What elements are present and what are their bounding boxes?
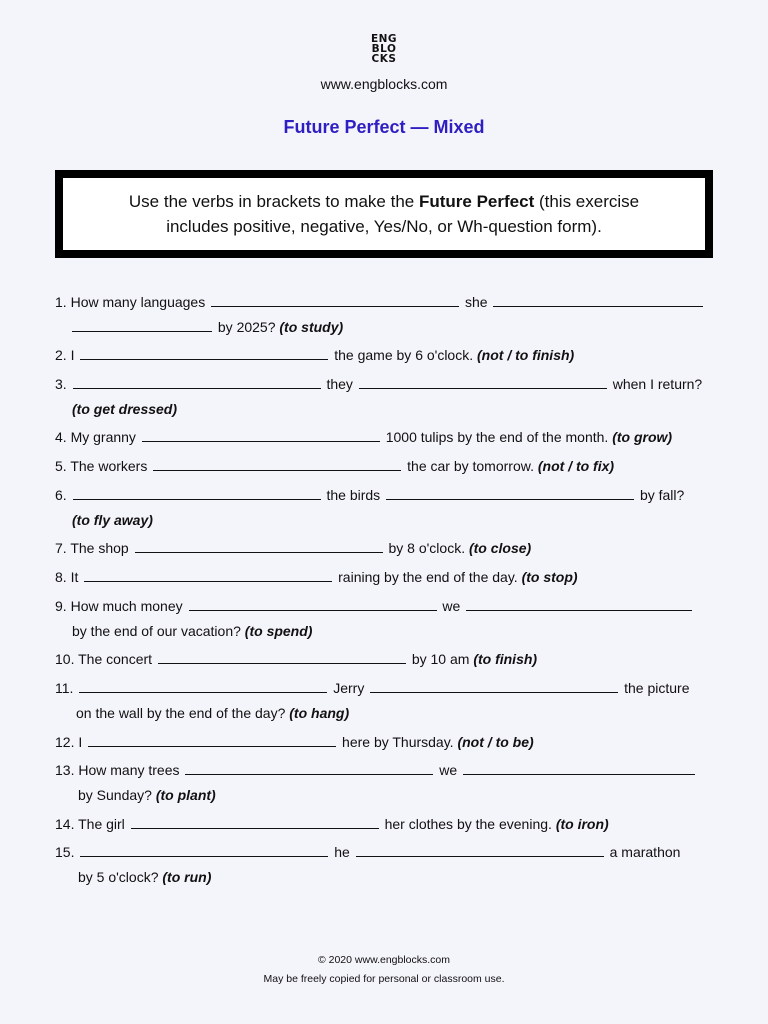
answer-blank[interactable] [386,486,634,500]
engblocks-logo: ENG BLO CKS [370,33,398,65]
answer-blank[interactable] [466,597,692,611]
question-9: 9. How much money we by the end of our vacation? (to spend) [55,594,715,618]
question-7: 7. The shop by 8 o'clock. (to close) [55,540,532,556]
answer-blank[interactable] [493,293,703,307]
answer-blank[interactable] [142,428,380,442]
answer-blank[interactable] [359,375,607,389]
question-4: 4. My granny 1000 tulips by the end of the month. (to grow) [55,429,673,445]
question-5: 5. The workers the car by tomorrow. (not / to fix) [55,458,615,474]
answer-blank[interactable] [158,650,406,664]
answer-blank[interactable] [80,843,328,857]
answer-blank[interactable] [72,318,212,332]
instructions-text: Use the verbs in brackets to make the Future Perfect (this exercise includes positive, negative, Yes/No, or Wh-question form). [128,192,640,236]
answer-blank[interactable] [131,815,379,829]
question-10: 10. The concert by 10 am (to finish) [55,651,538,667]
answer-blank[interactable] [189,597,437,611]
question-15: 15. he a marathon by 5 o'clock? (to run) [55,844,681,885]
answer-blank[interactable] [463,761,695,775]
instructions-box [55,170,713,258]
answer-blank[interactable] [73,375,321,389]
answer-blank[interactable] [80,346,328,360]
answer-blank[interactable] [135,539,383,553]
answer-blank[interactable] [88,733,336,747]
question-1: 1. How many languages she by 2025? (to study) [55,290,715,314]
question-13: 13. How many trees we by Sunday? (to plant) [55,758,715,782]
answer-blank[interactable] [84,568,332,582]
question-6: 6. the birds by fall? (to fly away) [55,487,685,528]
answer-blank[interactable] [153,457,401,471]
worksheet-title: Future Perfect — Mixed [283,117,485,137]
question-2: 2. I the game by 6 o'clock. (not / to finish) [55,347,575,363]
site-url: www.engblocks.com [320,76,448,92]
question-8: 8. It raining by the end of the day. (to stop) [55,569,578,585]
answer-blank[interactable] [79,679,327,693]
answer-blank[interactable] [356,843,604,857]
footer-license: May be freely copied for personal or classroom use. [263,973,505,985]
question-11: 11. Jerry the picture on the wall by the end of the day? (to hang) [55,680,690,721]
footer-copyright: © 2020 www.engblocks.com [317,954,451,966]
answer-blank[interactable] [73,486,321,500]
answer-blank[interactable] [185,761,433,775]
question-12: 12. I here by Thursday. (not / to be) [55,734,534,750]
question-3: 3. they when I return? (to get dressed) [55,376,703,417]
answer-blank[interactable] [211,293,459,307]
answer-blank[interactable] [370,679,618,693]
question-14: 14. The girl her clothes by the evening. (to iron) [55,816,609,832]
